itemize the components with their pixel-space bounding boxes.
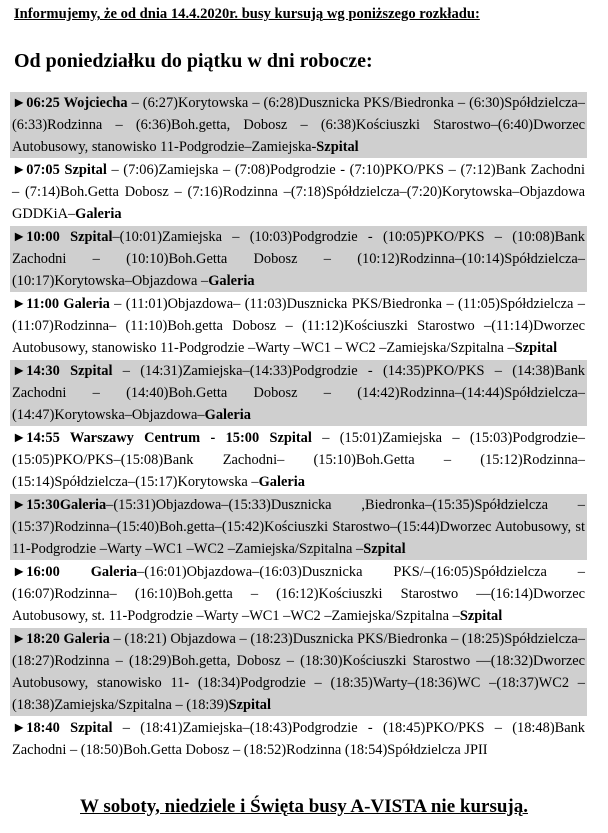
route-start: ►18:40 Szpital [12, 720, 113, 736]
route-1455 [10, 427, 587, 494]
route-start: ►06:25 Wojciecha [12, 95, 128, 111]
route-end: Szpital [514, 340, 558, 356]
route-stops: –(16:01)Objazdowa–(16:03)Dusznicka PKS/–(16:05)Spółdzielcza – (16:07)Rodzinna– (16:10)Boh.getta – (16:12)Kościuszki Starostwo —(16:14)Dworzec Autobusowy, st. 11-Podgrodzie –Warty –WC1 –WC2 –Zamiejska/Szpitalna – [12, 564, 585, 624]
route-end: Szpital [363, 541, 406, 557]
route-0705 [10, 159, 587, 226]
route-start: ►18:20 Galeria [12, 631, 110, 647]
route-end: Galeria [258, 474, 305, 490]
route-stops: –(15:31)Objazdowa–(15:33)Dusznicka ,Biedronka–(15:35)Spółdzielcza –(15:37)Rodzinna–(15:40)Boh.getta–(15:42)Kościuszki Starostwo–(15:44)Dworzec Autobusowy, st 11-Podgrodzie –Warty –WC1 –WC2 –Zamiejska/Szpitalna – [12, 497, 585, 557]
route-end: Szpital [228, 697, 271, 713]
route-0625 [10, 92, 587, 159]
route-stops: – (18:21) Objazdowa – (18:23)Dusznicka PKS/Biedronka – (18:25)Spółdzielcza– (18:27)Rodzinna – (18:29)Boh.getta, Dobosz – (18:30)Kościuszki Starostwo —(18:32)Dworzec Autobusowy, stanowisko 11- (18:34)Podgrodzie – (18:35)Warty–(18:36)WC –(18:37)WC2 – (18:38)Zamiejska/Szpitalna – (18:39) [12, 631, 585, 713]
route-start: ►11:00 Galeria [12, 296, 110, 312]
route-1000 [10, 226, 587, 293]
route-stops: – (15:01)Zamiejska – (15:03)Podgrodzie–(15:05)PKO/PKS–(15:08)Bank Zachodni– (15:10)Boh.Getta – (15:12)Rodzinna–(15:14)Spółdzielcza–(15:17)Korytowska – [12, 430, 585, 490]
weekday-heading: Od poniedziałku do piątku w dni robocze: [14, 50, 373, 72]
route-end: Galeria [208, 273, 255, 289]
route-end: Szpital [316, 139, 359, 155]
route-start: ►16:00 Galeria [12, 564, 138, 580]
route-end: Szpital [459, 608, 503, 624]
route-stops: – (6:27)Korytowska – (6:28)Dusznicka PKS/Biedronka – (6:30)Spółdzielcza– (6:33)Rodzinna – (6:36)Boh.getta, Dobosz – (6:38)Kościuszki Starostwo–(6:40)Dworzec Autobusowy, stanowisko 11-Podgrodzie–Zamiejska- [12, 95, 585, 155]
route-start: ►14:30 Szpital [12, 363, 113, 379]
route-start: ►14:55 Warszawy Centrum - 15:00 Szpital [12, 430, 312, 446]
route-stops: – (14:31)Zamiejska–(14:33)Podgrodzie - (14:35)PKO/PKS – (14:38)Bank Zachodni – (14:40)Boh.Getta Dobosz – (14:42)Rodzinna–(14:44)Spółdzielcza–(14:47)Korytowska–Objazdowa– [12, 363, 585, 423]
route-1840 [10, 717, 587, 762]
route-1100 [10, 293, 587, 360]
route-end: Galeria [204, 407, 251, 423]
weekend-notice: W soboty, niedziele i Święta busy A-VISTA nie kursują. [80, 796, 528, 817]
route-1600 [10, 561, 587, 628]
route-1820 [10, 628, 587, 717]
route-stops: – (11:01)Objazdowa– (11:03)Dusznicka PKS/Biedronka – (11:05)Spółdzielcza – (11:07)Rodzinna– (11:10)Boh.getta Dobosz – (11:12)Kościuszki Starostwo –(11:14)Dworzec Autobusowy, stanowisko 11-Podgrodzie –Warty –WC1 – WC2 –Zamiejska/Szpitalna – [12, 296, 585, 356]
route-1530 [10, 494, 587, 561]
route-list [10, 92, 587, 762]
route-stops: –(10:01)Zamiejska – (10:03)Podgrodzie - (10:05)PKO/PKS – (10:08)Bank Zachodni – (10:10)Boh.Getta Dobosz – (10:12)Rodzinna–(10:14)Spółdzielcza–(10:17)Korytowska–Objazdowa – [12, 229, 585, 289]
route-start: ►15:30Galeria [12, 497, 107, 513]
route-start: ►10:00 Szpital [12, 229, 113, 245]
route-end: Galeria [75, 206, 122, 222]
route-stops: – (7:06)Zamiejska – (7:08)Podgrodzie - (7:10)PKO/PKS – (7:12)Bank Zachodni – (7:14)Boh.Getta Dobosz – (7:16)Rodzinna –(7:18)Spółdzielcza–(7:20)Korytowska–Objazdowa GDDKiA– [12, 162, 586, 222]
route-start: ►07:05 Szpital [12, 162, 107, 178]
notice-line: Informujemy, że od dnia 14.4.2020r. busy kursują wg poniższego rozkładu: [14, 6, 480, 22]
route-1430 [10, 360, 587, 427]
route-stops: – (18:41)Zamiejska–(18:43)Podgrodzie - (18:45)PKO/PKS – (18:48)Bank Zachodni – (18:50)Boh.Getta Dobosz – (18:52)Rodzinna (18:54)Spółdzielcza JPII [12, 720, 585, 758]
